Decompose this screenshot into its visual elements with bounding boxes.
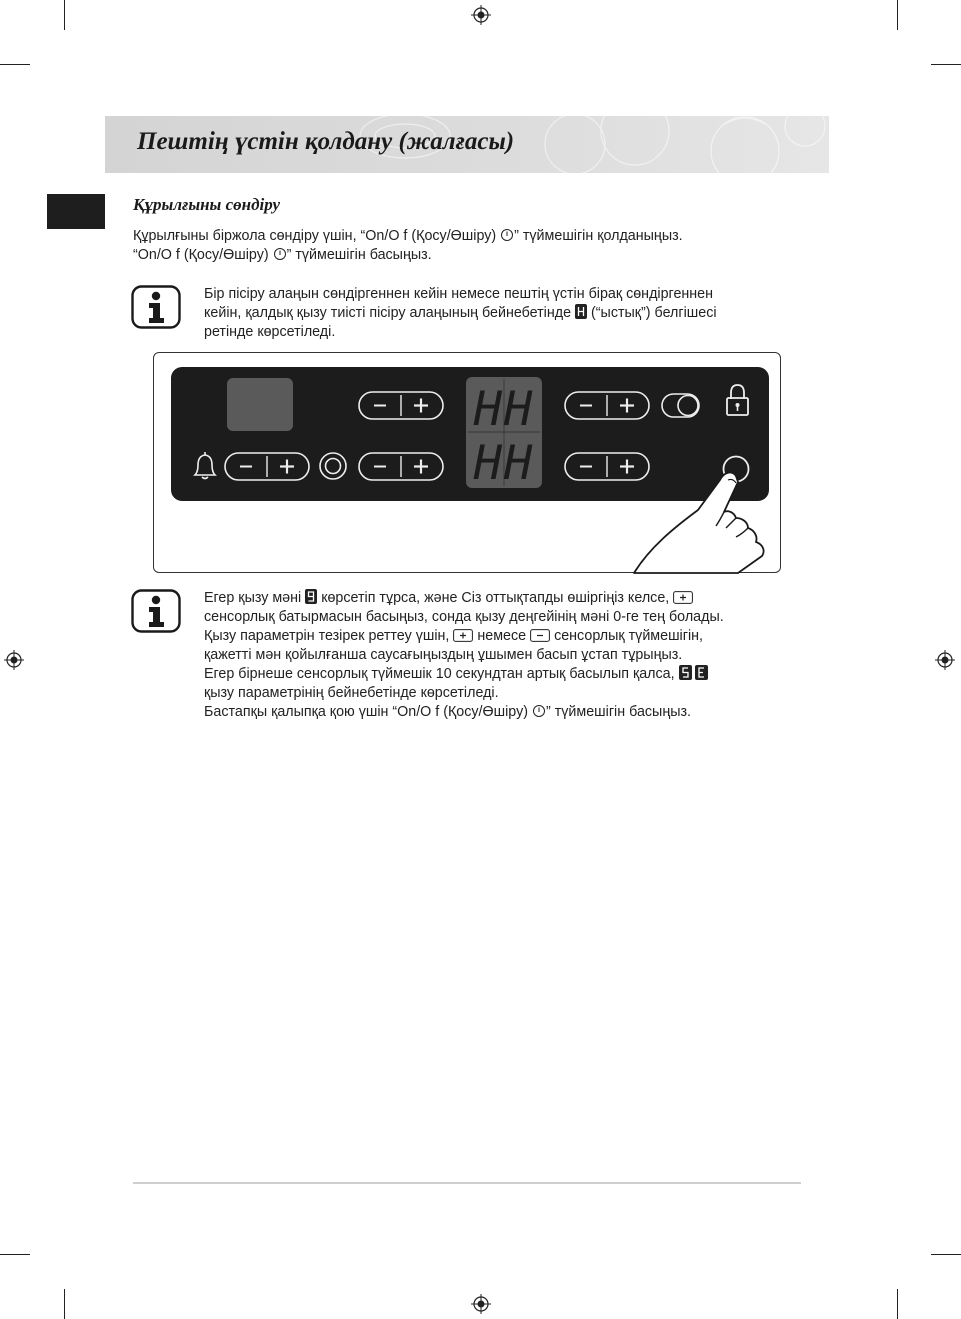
crop-mark: [0, 1254, 30, 1255]
note-line: қажетті мән қойылғанша саусағыңыздың ұшымен басып ұстап тұрыңыз.: [204, 647, 683, 663]
registration-mark-icon: [935, 650, 955, 670]
safety-error-indicator-icon: [679, 665, 709, 680]
power-icon: [500, 228, 514, 242]
power-icon: [273, 247, 287, 261]
power-icon: [532, 704, 546, 718]
crop-mark: [931, 64, 961, 65]
toggle-icon: [662, 394, 699, 417]
text-fragment: ” түймешігін басыңыз.: [545, 704, 692, 720]
section-tab-marker: [47, 194, 105, 229]
crop-mark: [64, 0, 65, 30]
plus-key-icon: [453, 629, 473, 642]
pointing-hand-icon: [620, 452, 770, 574]
display-top-text: HH: [473, 382, 535, 437]
hot-indicator-icon: [575, 304, 587, 319]
header-band: [105, 116, 829, 173]
text-fragment: кейін, қалдық қызу тиісті пісіру алаңының бейнебетінде: [204, 305, 572, 321]
stepper-middle-left: [359, 453, 443, 480]
info-icon: [131, 589, 181, 633]
stepper-bottom-left: [225, 453, 309, 480]
note-line: [204, 665, 709, 684]
text-fragment: “On/O f (Қосу/Өшіру): [133, 247, 269, 263]
level-9-indicator-icon: [305, 589, 317, 604]
crop-mark: [931, 1254, 961, 1255]
stepper-top-right: [565, 392, 649, 419]
note-line: [204, 627, 703, 646]
crop-mark: [0, 64, 30, 65]
paragraph-line: [133, 246, 432, 265]
crop-mark: [897, 1289, 898, 1319]
text-fragment: сенсорлық түймешігін,: [554, 628, 703, 644]
note-line: сенсорлық батырмасын басыңыз, сонда қызу деңгейінің мәні 0-ге тең болады.: [204, 609, 724, 625]
note-line: [204, 589, 693, 608]
note-line: Бір пісіру алаңын сөндіргеннен кейін немесе пештің үстін бірақ сөндіргеннен: [204, 286, 714, 302]
text-fragment: Егер қызу мәні: [204, 590, 302, 606]
text-fragment: (“ыстық”) белгішесі: [591, 305, 717, 321]
note-line: [204, 703, 691, 722]
section-title: Құрылғыны сөндіру: [133, 195, 281, 214]
registration-mark-icon: [471, 1294, 491, 1314]
dual-zone-icon: [320, 453, 346, 479]
timer-display: [227, 378, 293, 431]
text-fragment: Құрылғыны біржола сөндіру үшін, “On/O f (Қосу/Өшіру): [133, 228, 497, 244]
text-fragment: немесе: [477, 628, 527, 644]
text-fragment: Бастапқы қалыпқа қою үшін “On/O f (Қосу/Өшіру): [204, 704, 528, 720]
paragraph-line: [133, 227, 683, 246]
text-fragment: ” түймешігін басыңыз.: [286, 247, 432, 263]
registration-mark-icon: [4, 650, 24, 670]
registration-mark-icon: [471, 5, 491, 25]
footer-rule: [133, 1182, 801, 1184]
page-title: Пештің үстін қолдану (жалғасы): [137, 128, 515, 155]
stepper-top-left: [359, 392, 443, 419]
bell-icon: [195, 452, 215, 479]
text-fragment: ” түймешігін қолданыңыз.: [514, 228, 683, 244]
minus-key-icon: [530, 629, 550, 642]
plus-key-icon: [673, 591, 693, 604]
text-fragment: Қызу параметрін тезірек реттеу үшін,: [204, 628, 450, 644]
note-line: қызу параметрінің бейнебетінде көрсетіледі.: [204, 685, 499, 701]
text-fragment: Егер бірнеше сенсорлық түймешік 10 секундтан артық басылып қалса,: [204, 666, 675, 682]
note-line: ретінде көрсетіледі.: [204, 324, 336, 340]
info-icon: [131, 285, 181, 329]
display-bottom-text: HH: [473, 436, 535, 491]
note-line: [204, 304, 717, 323]
crop-mark: [897, 0, 898, 30]
text-fragment: көрсетіп тұрса, және Сіз оттықтапды өшіргіңіз келсе,: [321, 590, 670, 606]
crop-mark: [64, 1289, 65, 1319]
lock-icon: [727, 385, 748, 415]
